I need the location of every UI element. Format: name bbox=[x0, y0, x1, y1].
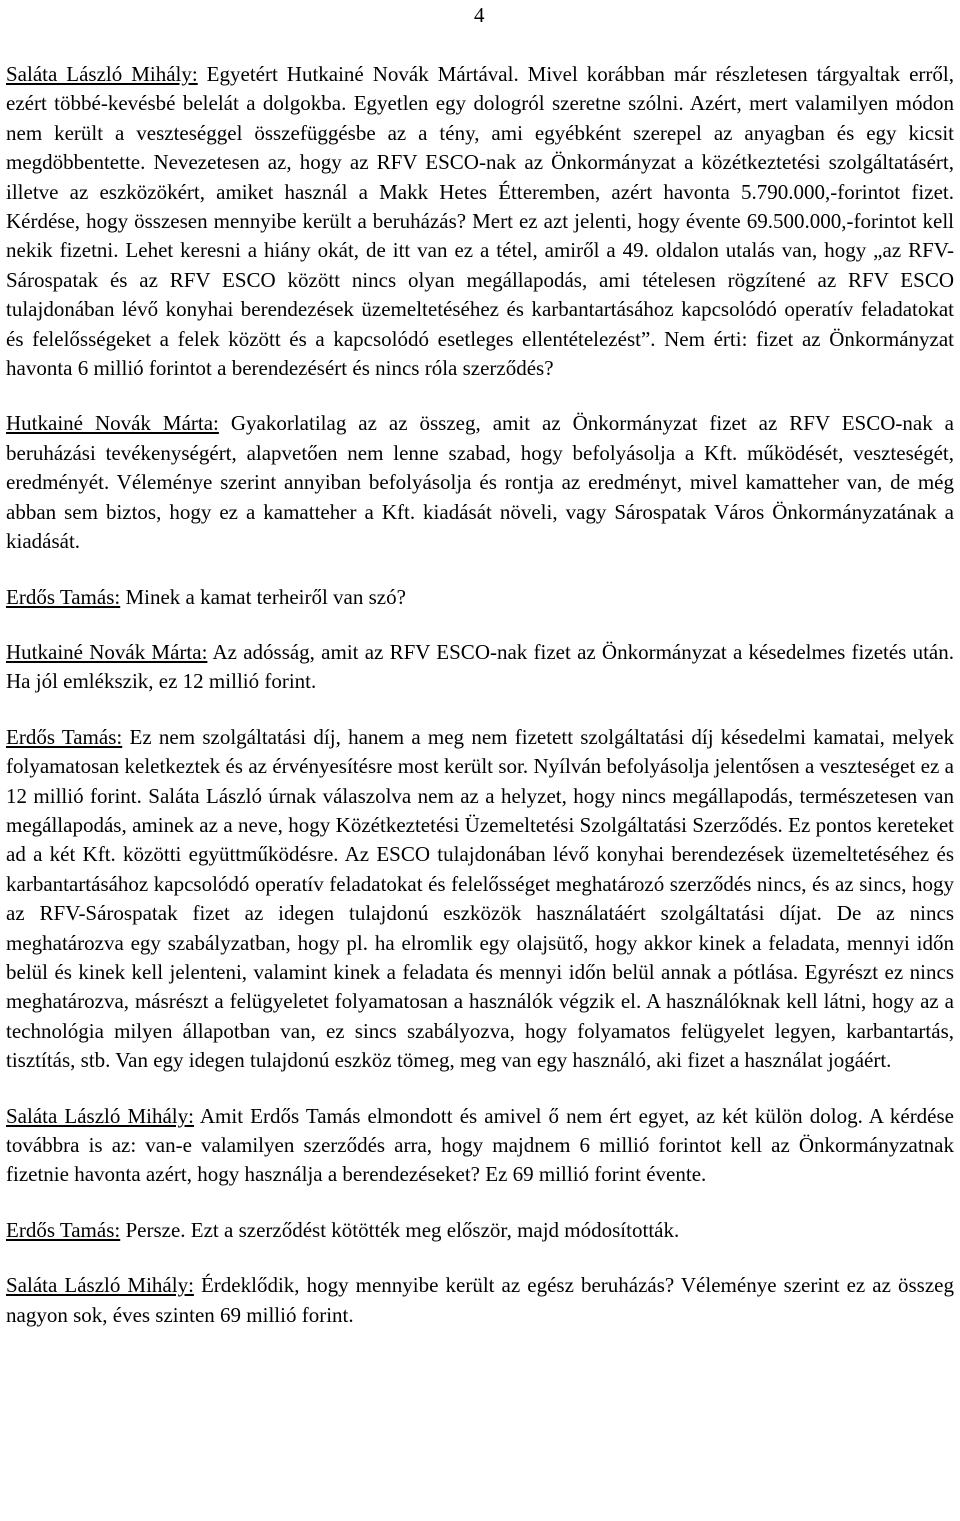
paragraph-text: Az adósság, amit az RFV ESCO-nak fizet az Önkormányzat a késedelmes fizetés után. Ha jól emlékszik, ez 12 millió forint. bbox=[6, 639, 954, 694]
paragraph-4 bbox=[6, 638, 954, 697]
paragraph-2 bbox=[6, 409, 954, 556]
paragraph-6 bbox=[6, 1102, 954, 1190]
document-body bbox=[6, 60, 954, 1356]
paragraph-1 bbox=[6, 60, 954, 383]
speaker-name: Erdős Tamás: bbox=[6, 724, 123, 749]
page-number: 4 bbox=[474, 3, 485, 27]
paragraph-text: Persze. Ezt a szerződést kötötték meg először, majd módosították. bbox=[120, 1217, 680, 1242]
paragraph-text: Gyakorlatilag az az összeg, amit az Önkormányzat fizet az RFV ESCO-nak a beruházási tevékenységért, alapvetően nem lenne szabad, hogy befolyásolja a Kft. működését, veszteségét, eredményét. Véleménye szerint annyiban befolyásolja és rontja az eredményt, mivel kamatteher van, de még abban sem biztos, hogy ez a kamatteher a Kft. kiadását növeli, vagy Sárospatak Város Önkormányzatának a kiadását. bbox=[6, 411, 954, 554]
speaker-name: Erdős Tamás: bbox=[6, 1217, 121, 1242]
paragraph-3 bbox=[6, 583, 954, 612]
paragraph-text: Egyetért Hutkainé Novák Mártával. Mivel korábban már részletesen tárgyaltak erről, ezért többé-kevésbé belelát a dolgokba. Egyetlen egy dologról szeretne szólni. Azért, mert valamilyen módon nem került a veszteséggel összefüggésbe az a tény, ami egyébként szerepel az anyagban és egy kicsit megdöbbentette. Nevezetesen az, hogy az RFV ESCO-nak az Önkormányzat a közétkeztetési szolgáltatásért, illetve az eszközökért, amiket használ a Makk Hetes Étteremben, azért havonta 5.790.000,-forintot fizet. Kérdése, hogy összesen mennyibe került a beruházás? Mert ez azt jelenti, hogy évente 69.500.000,-forintot kell nekik fizetni. Lehet keresni a hiány okát, de itt van ez a tétel, amiről a 49. oldalon utalás van, hogy „az RFV-Sárospatak és az RFV ESCO között nincs olyan megállapodás, ami tételesen rögzítené az RFV ESCO tulajdonában lévő konyhai berendezések üzemeltetéséhez és karbantartásához kapcsolódó operatív feladatokat és felelősségeket a felek között és a kapcsolódó esetleges ellentételezést”. Nem érti: fizet az Önkormányzat havonta 6 millió forintot a berendezésért és nincs róla szerződés? bbox=[6, 62, 954, 381]
speaker-name: Saláta László Mihály: bbox=[6, 1103, 194, 1128]
paragraph-8 bbox=[6, 1271, 954, 1330]
paragraph-text: Amit Erdős Tamás elmondott és amivel ő nem ért egyet, az két külön dolog. A kérdése továbbra is az: van-e valamilyen szerződés arra, hogy majdnem 6 millió forintot kell az Önkormányzatnak fizetnie havonta azért, hogy használja a berendezéseket? Ez 69 millió forint évente. bbox=[6, 1103, 954, 1187]
paragraph-text: Minek a kamat terheiről van szó? bbox=[120, 584, 406, 609]
paragraph-text: Érdeklődik, hogy mennyibe került az egész beruházás? Véleménye szerint ez az összeg nagyon sok, éves szinten 69 millió forint. bbox=[6, 1273, 954, 1327]
speaker-name: Hutkainé Novák Márta: bbox=[6, 639, 208, 664]
speaker-name: Saláta László Mihály: bbox=[6, 1273, 194, 1298]
speaker-name: Saláta László Mihály: bbox=[6, 62, 198, 86]
paragraph-text: Ez nem szolgáltatási díj, hanem a meg nem fizetett szolgáltatási díj késedelmi kamatai, melyek folyamatosan keletkeztek és az érvényesítésre most került sor. Nyílván befolyásolja jelentősen a veszteséget ez a 12 millió forint. Saláta László úrnak válaszolva nem az a helyzet, hogy nincs megállapodás, természetesen van megállapodás, aminek az a neve, hogy Közétkeztetési Üzemeltetési Szolgáltatási Szerződés. Ez pontos kereteket ad a két Kft. közötti együttműködésre. Az ESCO tulajdonában lévő konyhai berendezések üzemeltetéséhez és karbantartásához kapcsolódó operatív feladatokat és felelősséget meghatározó szerződés nincs, és az sincs, hogy az RFV-Sárospatak fizet az idegen tulajdonú eszközök használatáért szolgáltatási díjat. De az nincs meghatározva egy szabályzatban, hogy pl. ha elromlik egy olajsütő, hogy akkor kinek a feladata, mennyi időn belül és kinek kell jelenteni, valamint kinek a feladata és mennyi időn belül annak a pótlása. Egyrészt ez nincs meghatározva, másrészt a felügyeletet folyamatosan a használók végzik el. A használóknak kell látni, hogy az a technológia milyen állapotban van, ez sincs szabályozva, hogy folyamatos felügyelet legyen, karbantartás, tisztítás, stb. Van egy idegen tulajdonú eszköz tömeg, meg van egy használó, aki fizet a használat jogáért. bbox=[6, 724, 954, 1073]
speaker-name: Hutkainé Novák Márta: bbox=[6, 411, 219, 436]
paragraph-7 bbox=[6, 1216, 954, 1245]
paragraph-5 bbox=[6, 723, 954, 1076]
speaker-name: Erdős Tamás: bbox=[6, 584, 121, 609]
